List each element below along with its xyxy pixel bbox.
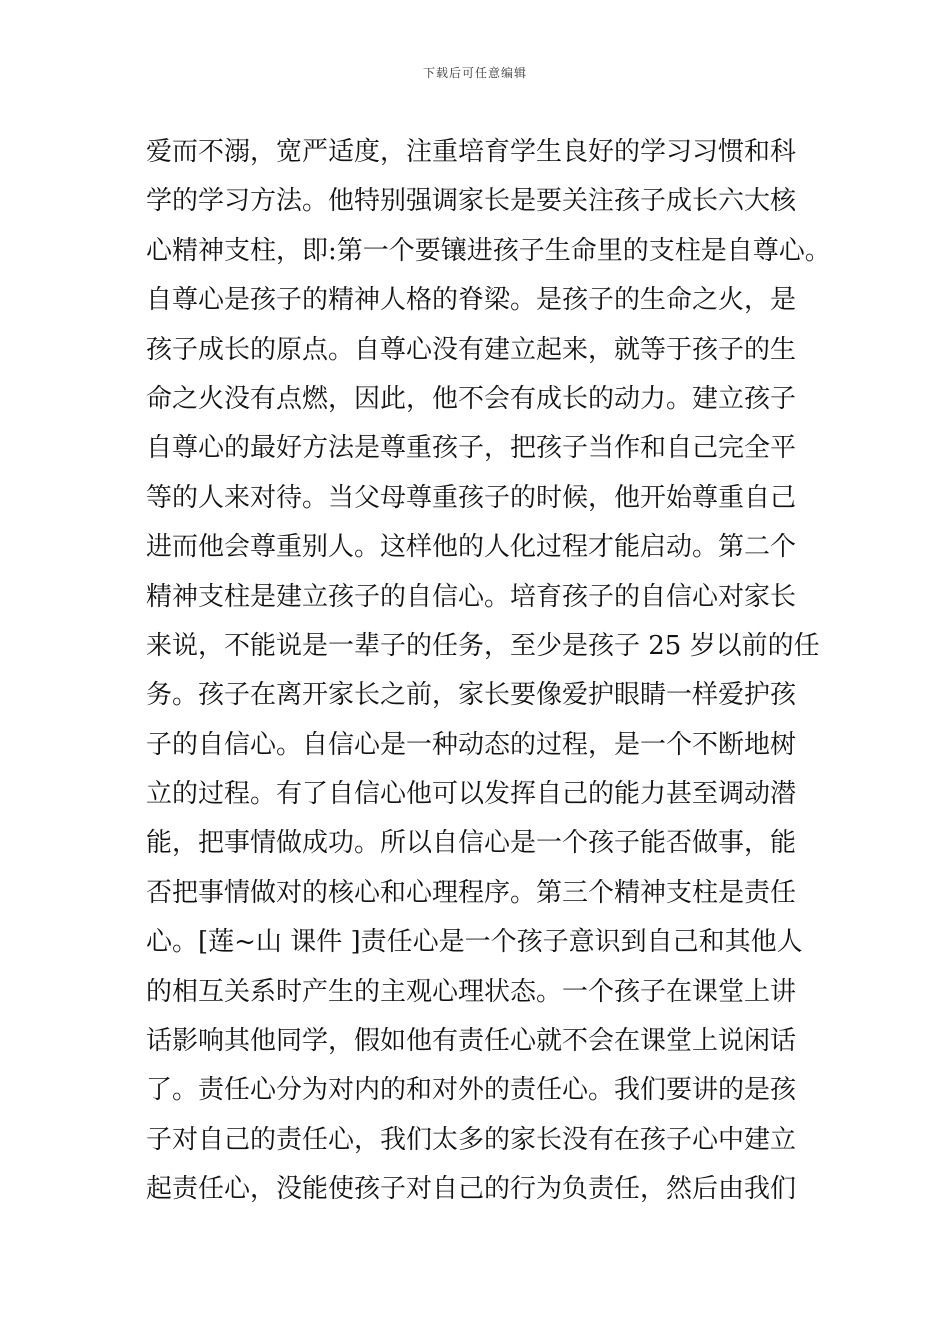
text-line: 了。责任心分为对内的和对外的责任心。我们要讲的是孩 <box>146 1075 797 1106</box>
text-line: 等的人来对待。当父母尊重孩子的时候，他开始尊重自己 <box>146 482 797 513</box>
text-line: 进而他会尊重别人。这样他的人化过程才能启动。第二个 <box>146 532 797 563</box>
text-line: 子对自己的责任心，我们太多的家长没有在孩子心中建立 <box>146 1124 797 1155</box>
text-line: 起责任心，没能使孩子对自己的行为负责任，然后由我们 <box>146 1174 797 1205</box>
document-body <box>146 128 831 1215</box>
text-line: 孩子成长的原点。自尊心没有建立起来，就等于孩子的生 <box>146 334 797 365</box>
text-line: 务。孩子在离开家长之前，家长要像爱护眼睛一样爱护孩 <box>146 680 797 711</box>
text-line: 心。[莲~山 课件 ]责任心是一个孩子意识到自己和其他人 <box>146 927 803 958</box>
text-line: 子的自信心。自信心是一种动态的过程，是一个不断地树 <box>146 729 797 760</box>
page-header-note: 下载后可任意编辑 <box>422 66 527 80</box>
text-line: 自尊心是孩子的精神人格的脊梁。是孩子的生命之火，是 <box>146 285 797 316</box>
text-line: 学的学习方法。他特别强调家长是要关注孩子成长六大核 <box>146 186 797 217</box>
text-line: 命之火没有点燃，因此，他不会有成长的动力。建立孩子 <box>146 383 797 414</box>
text-line: 立的过程。有了自信心他可以发挥自己的能力甚至调动潜 <box>146 779 797 810</box>
text-line: 精神支柱是建立孩子的自信心。培育孩子的自信心对家长 <box>146 581 797 612</box>
text-line: 能，把事情做成功。所以自信心是一个孩子能否做事，能 <box>146 828 797 859</box>
text-line: 来说，不能说是一辈子的任务，至少是孩子 25 岁以前的任 <box>146 630 820 661</box>
text-line: 的相互关系时产生的主观心理状态。一个孩子在课堂上讲 <box>146 976 797 1007</box>
text-line: 自尊心的最好方法是尊重孩子，把孩子当作和自己完全平 <box>146 433 797 464</box>
text-line: 心精神支柱，即:第一个要镶进孩子生命里的支柱是自尊心。 <box>146 235 831 266</box>
text-line: 话影响其他同学，假如他有责任心就不会在课堂上说闲话 <box>146 1026 797 1057</box>
text-line: 爱而不溺，宽严适度，注重培育学生良好的学习习惯和科 <box>146 137 797 167</box>
text-line: 否把事情做对的核心和心理程序。第三个精神支柱是责任 <box>146 877 797 908</box>
